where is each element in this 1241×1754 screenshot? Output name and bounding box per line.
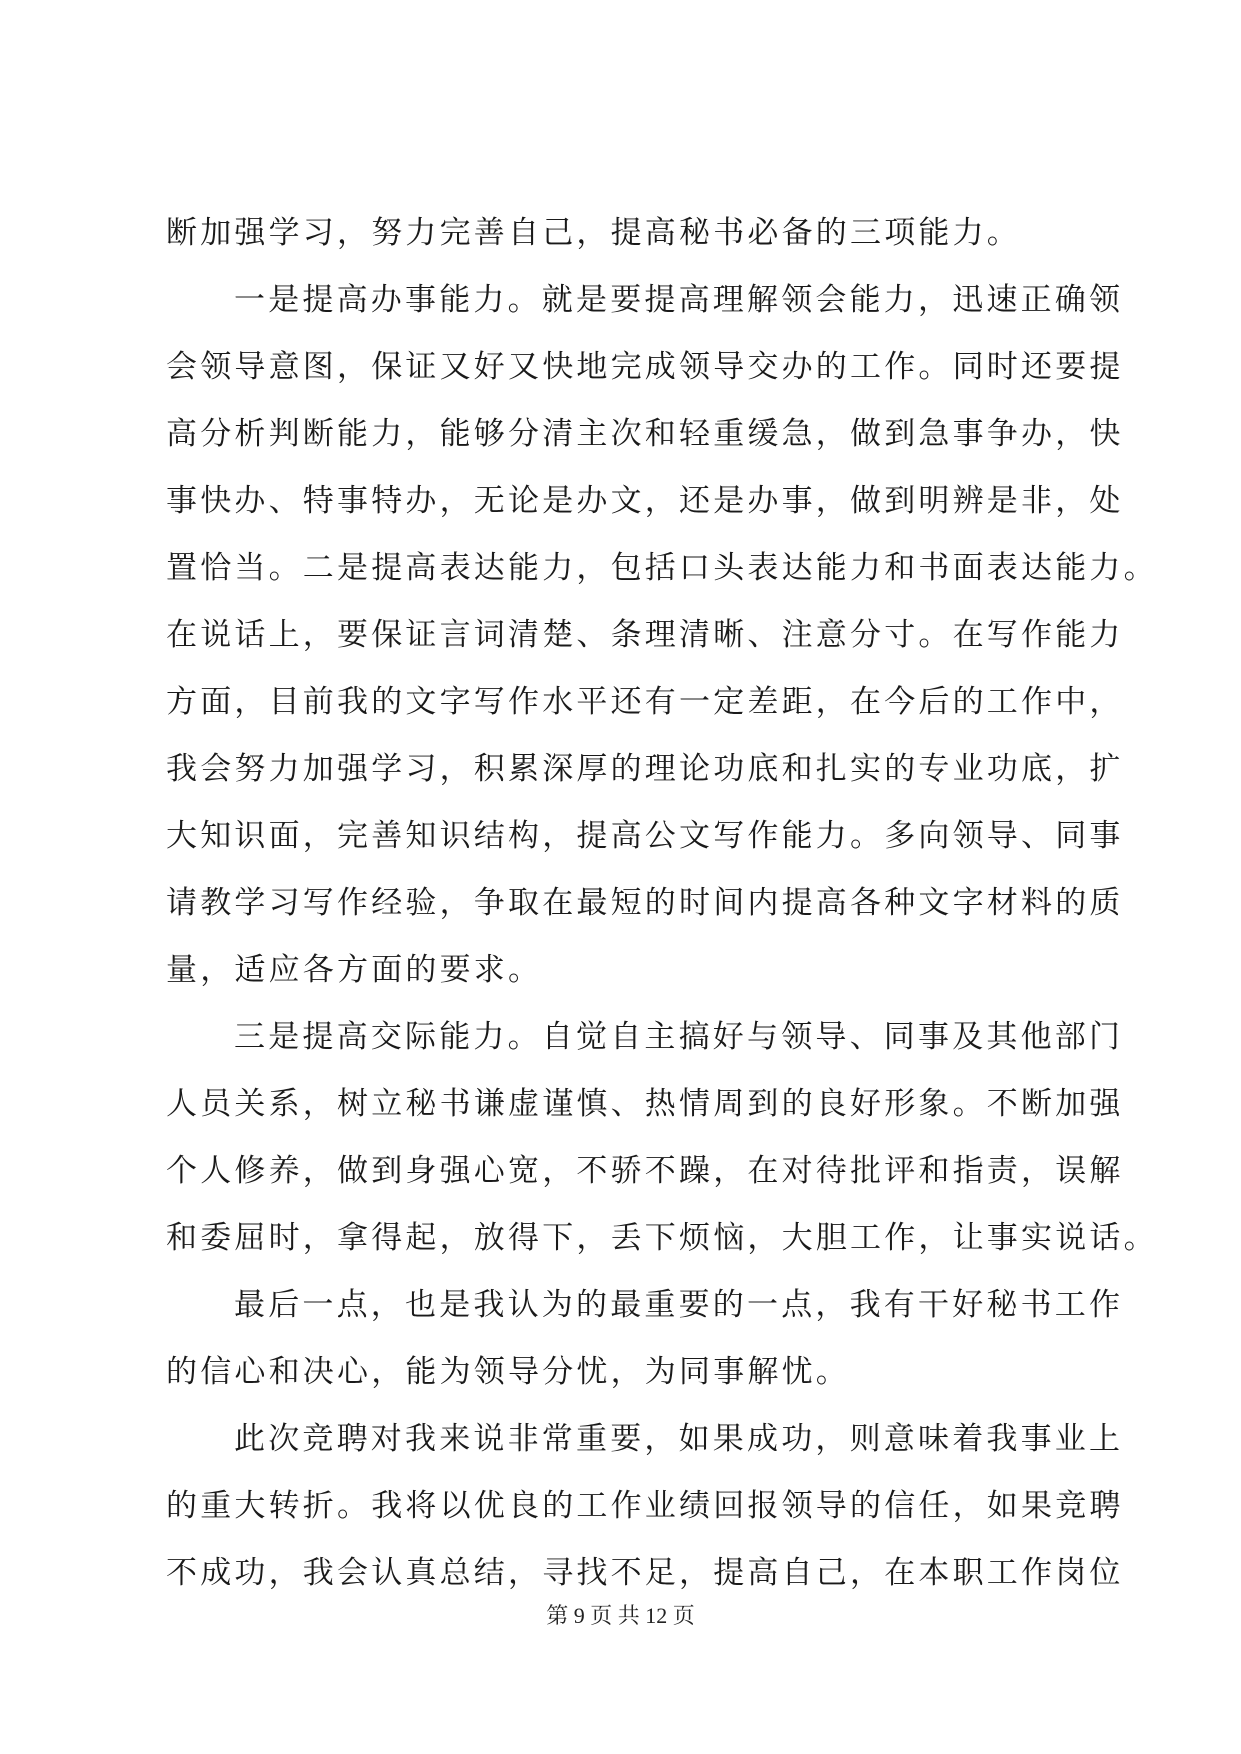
text-line: 此次竞聘对我来说非常重要，如果成功，则意味着我事业上 bbox=[234, 1421, 1124, 1457]
text-line: 高分析判断能力，能够分清主次和轻重缓急，做到急事争办，快 bbox=[166, 416, 1124, 452]
text-line: 和委屈时，拿得起，放得下，丢下烦恼，大胆工作，让事实说话。 bbox=[166, 1220, 1158, 1256]
text-line: 大知识面，完善知识结构，提高公文写作能力。多向领导、同事 bbox=[166, 818, 1124, 854]
page-number-footer: 第 9 页 共 12 页 bbox=[546, 1603, 695, 1628]
text-line: 事快办、特事特办，无论是办文，还是办事，做到明辨是非，处 bbox=[166, 483, 1124, 519]
text-line: 我会努力加强学习，积累深厚的理论功底和扎实的专业功底，扩 bbox=[166, 751, 1124, 787]
text-line: 最后一点，也是我认为的最重要的一点，我有干好秘书工作 bbox=[234, 1287, 1124, 1323]
text-line: 方面，目前我的文字写作水平还有一定差距，在今后的工作中， bbox=[166, 684, 1124, 720]
text-line: 量，适应各方面的要求。 bbox=[166, 952, 543, 988]
text-line: 在说话上，要保证言词清楚、条理清晰、注意分寸。在写作能力 bbox=[166, 617, 1124, 653]
text-line: 的重大转折。我将以优良的工作业绩回报领导的信任，如果竞聘 bbox=[166, 1488, 1124, 1524]
text-line: 会领导意图，保证又好又快地完成领导交办的工作。同时还要提 bbox=[166, 349, 1124, 385]
text-line: 请教学习写作经验，争取在最短的时间内提高各种文字材料的质 bbox=[166, 885, 1124, 921]
text-line: 不成功，我会认真总结，寻找不足，提高自己，在本职工作岗位 bbox=[166, 1555, 1124, 1591]
text-line: 断加强学习，努力完善自己，提高秘书必备的三项能力。 bbox=[166, 215, 1021, 251]
text-line: 一是提高办事能力。就是要提高理解领会能力，迅速正确领 bbox=[234, 282, 1124, 318]
text-line: 的信心和决心，能为领导分忧，为同事解忧。 bbox=[166, 1354, 850, 1390]
text-line: 人员关系，树立秘书谦虚谨慎、热情周到的良好形象。不断加强 bbox=[166, 1086, 1124, 1122]
text-line: 个人修养，做到身强心宽，不骄不躁，在对待批评和指责，误解 bbox=[166, 1153, 1124, 1189]
body-text bbox=[166, 200, 1158, 1607]
text-line: 置恰当。二是提高表达能力，包括口头表达能力和书面表达能力。 bbox=[166, 550, 1158, 586]
text-line: 三是提高交际能力。自觉自主搞好与领导、同事及其他部门 bbox=[234, 1019, 1124, 1055]
